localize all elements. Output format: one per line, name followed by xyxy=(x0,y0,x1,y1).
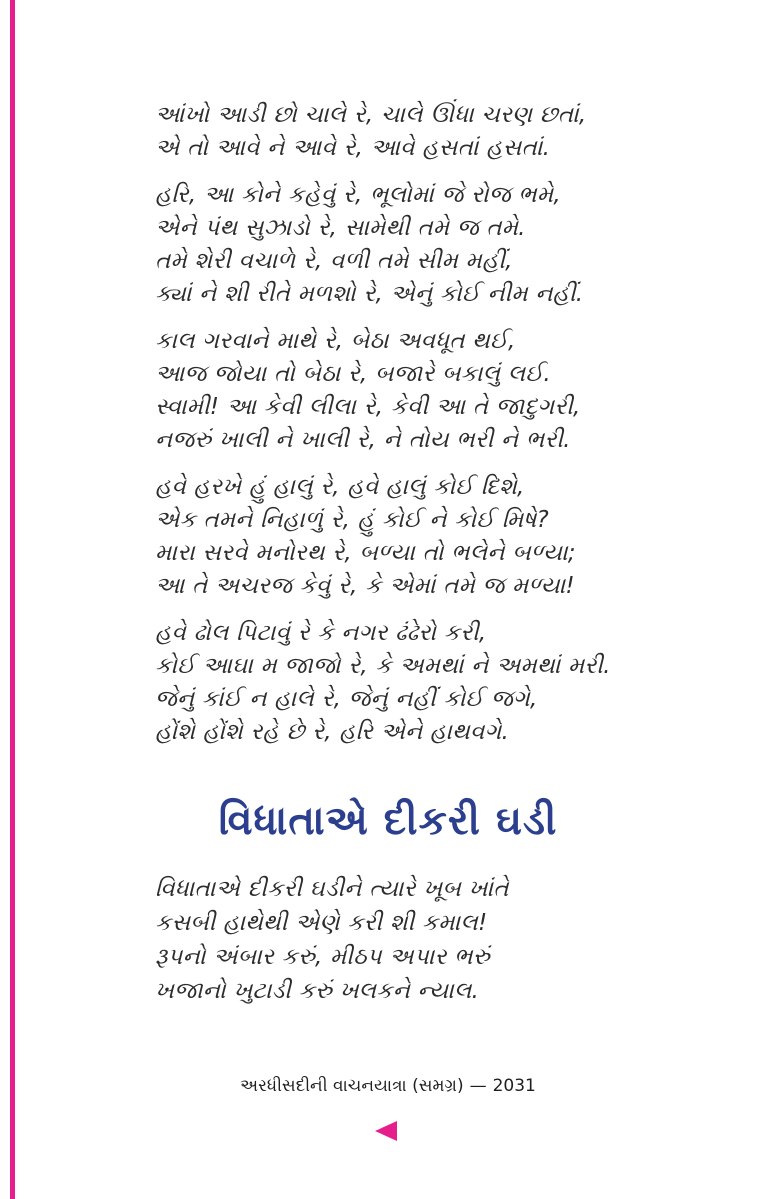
poem-line: હવે ઢોલ પિટાવું રે કે નગર ઢંઢેરો કરી, xyxy=(155,620,487,646)
poem-stanza xyxy=(155,99,685,165)
footer-book-title: અરધીસદીની વાચનયાત્રા (સમગ્ર) xyxy=(240,1076,464,1096)
poem-line: એક તમને નિહાળું રે, હું કોઈ ને કોઈ મિષે? xyxy=(155,507,549,533)
poem-line: આજ જોયા તો બેઠા રે, બજારે બકાલું લઈ. xyxy=(155,361,551,387)
poem-line: એને પંથ સુઝાડો રે, સામેથી તમે જ તમે. xyxy=(155,215,526,241)
poem-line: તમે શેરી વચાળે રે, વળી તમે સીમ મહીં, xyxy=(155,248,513,274)
poem-line: જેનું કાંઈ ન હાલે રે, જેનું નહીં કોઈ જગે, xyxy=(155,686,538,712)
poem-line: હવે હરખે હું હાલું રે, હવે હાલું કોઈ દિશે, xyxy=(155,474,525,500)
footer-separator: — xyxy=(469,1076,487,1096)
poem-second-body xyxy=(155,872,685,1022)
page-edge-accent-bar xyxy=(10,0,15,1199)
poem-first-body xyxy=(155,99,685,763)
poem-line: ક્યાં ને શી રીતે મળશો રે, એનું કોઈ નીમ નહીં. xyxy=(155,281,584,307)
poem-line: રૂપનો અંબાર કરું, મીઠપ અપાર ભરું xyxy=(155,944,490,970)
poem-line: હોંશે હોંશે રહે છે રે, હરિ એને હાથવગે. xyxy=(155,719,509,745)
poem-line: એ તો આવે ને આવે રે, આવે હસતાં હસતાં. xyxy=(155,135,551,161)
poem-stanza xyxy=(155,617,685,749)
section-end-triangle-marker xyxy=(375,1121,397,1141)
poem-line: આંખો આડી છો ચાલે રે, ચાલે ઊંધા ચરણ છતાં, xyxy=(155,102,587,128)
poem-line: કાલ ગરવાને માથે રે, બેઠા અવધૂત થઈ, xyxy=(155,328,516,354)
poem-title: વિધાતાએ દીકરી ઘડી xyxy=(218,798,558,844)
poem-line: આ તે અચરજ કેવું રે, કે એમાં તમે જ મળ્યા! xyxy=(155,573,575,599)
poem-line: ખજાનો ખુટાડી કરું ખલકને ન્યાલ. xyxy=(155,978,480,1004)
poem-line: સ્વામી! આ કેવી લીલા રે, કેવી આ તે જાદુગરી, xyxy=(155,394,581,420)
poem-line: કોઈ આઘા મ જાજો રે, કે અમથાં ને અમથાં મરી. xyxy=(155,653,611,679)
poem-stanza xyxy=(155,179,685,311)
poem-line: મારા સરવે મનોરથ રે, બળ્યા તો ભલેને બળ્યા; xyxy=(155,540,576,566)
poem-stanza xyxy=(155,872,685,1008)
page-footer xyxy=(0,1076,776,1096)
poem-stanza xyxy=(155,471,685,603)
poem-line: કસબી હાથેથી એણે કરી શી કમાલ! xyxy=(155,910,488,936)
poem-stanza xyxy=(155,325,685,457)
footer-page-number: 2031 xyxy=(492,1076,536,1096)
poem-line: હરિ, આ કોને કહેવું રે, ભૂલોમાં જે રોજ ભમે, xyxy=(155,182,561,208)
poem-line: વિધાતાએ દીકરી ઘડીને ત્યારે ખૂબ ખાંતે xyxy=(155,876,509,902)
poem-line: નજરું ખાલી ને ખાલી રે, ને તોય ભરી ને ભરી. xyxy=(155,427,571,453)
